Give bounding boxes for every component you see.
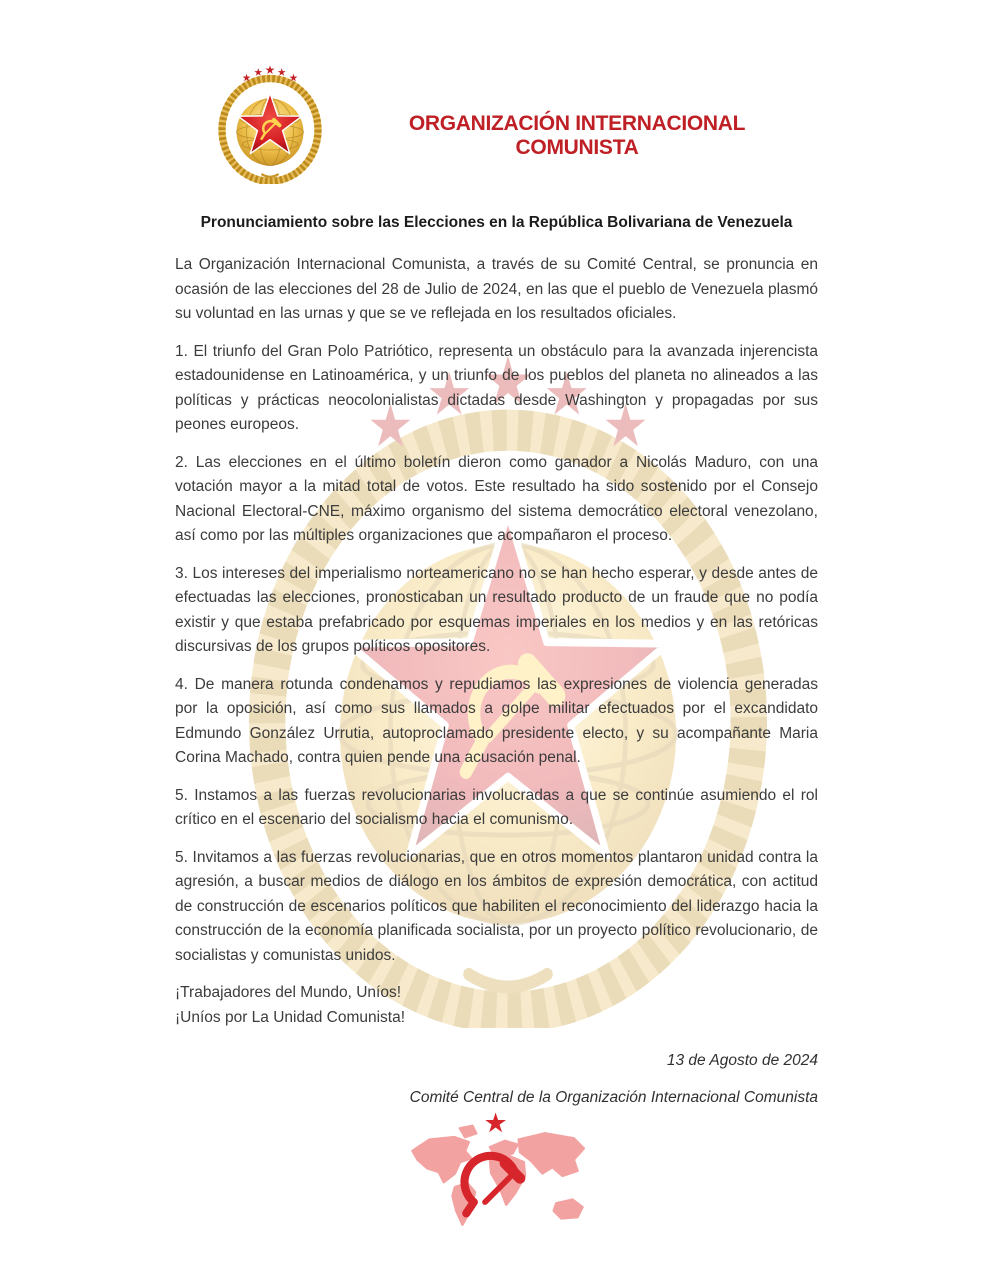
red-star-icon (485, 1112, 506, 1132)
statement-item-3: 3. Los intereses del imperialismo norteamericano no se han hecho esperar, y desde antes de efectuadas las elecciones, pronosticaban un resultado producto de un fraude que no podía existir y que estaba prefabricado por esquemas imperiales en los medios y en las retóricas discursivas de los grupos políticos opositores. (175, 564, 818, 655)
document-title: Pronunciamiento sobre las Elecciones en la República Bolivariana de Venezuela (200, 214, 793, 231)
statement-item-5b: 5. Invitamos a las fuerzas revolucionarias, que en otros momentos plantaron unidad contra la agresión, a buscar medios de diálogo en los ámbitos de expresión democrática, con actitud de construcción de escenarios políticos que habiliten el reconocimiento del liderazgo hacia la construcción de la economía planificada socialista, por un proyecto político revolucionario, de socialistas y comunistas unidos. (175, 848, 818, 964)
signature-line: Comité Central de la Organización Internacional Comunista (409, 1089, 818, 1106)
slogan-line-2: ¡Uníos por La Unidad Comunista! (175, 1008, 406, 1026)
statement-item-4: 4. De manera rotunda condenamos y repudiamos las expresiones de violencia generadas por la oposición, así como sus llamados a golpe militar efectuados por el excandidato Edmundo González Urrutia, autoproclamado presidente electo, y su acompañante Maria Corina Machado, contra quien pende una acusación penal. (175, 675, 818, 766)
document-body (175, 214, 818, 1107)
letterhead (0, 0, 989, 200)
statement-item-5a: 5. Instamos a las fuerzas revolucionarias involucradas a que se continúe asumiendo el rol crítico en el escenario del socialismo hacia el comunismo. (175, 786, 818, 828)
org-title: ORGANIZACIÓN INTERNACIONAL COMUNISTA (408, 112, 746, 159)
date-line: 13 de Agosto de 2024 (666, 1052, 818, 1069)
statement-item-1: 1. El triunfo del Gran Polo Patriótico, representa un obstáculo para la avanzada injerencista estadounidense en Latinoamérica, y un triunfo de los pueblos del planeta no alineados a las políticas y prácticas neocolonialistas dictadas desde Washington y propagadas por sus peones europeos. (175, 342, 818, 433)
world-map-hammer-sickle-icon (395, 1112, 595, 1256)
slogans (175, 981, 818, 1030)
intro-paragraph: La Organización Internacional Comunista, a través de su Comité Central, se pronuncia en ocasión de las elecciones del 28 de Julio de 2024, en las que el pueblo de Venezuela plasmó su voluntad en las urnas y que se ve reflejada en los resultados oficiales. (175, 256, 818, 322)
slogan-line-1: ¡Trabajadores del Mundo, Uníos! (175, 984, 402, 1001)
statement-item-2: 2. Las elecciones en el último boletín dieron como ganador a Nicolás Maduro, con una votación mayor a la mitad total de votos. Este resultado ha sido sostenido por el Consejo Nacional Electoral-CNE, máximo organismo del sistema democrático electoral venezolano, así como por las múltiples organizaciones que acompañaron el proceso. (175, 453, 818, 544)
communist-emblem-icon (214, 64, 326, 184)
